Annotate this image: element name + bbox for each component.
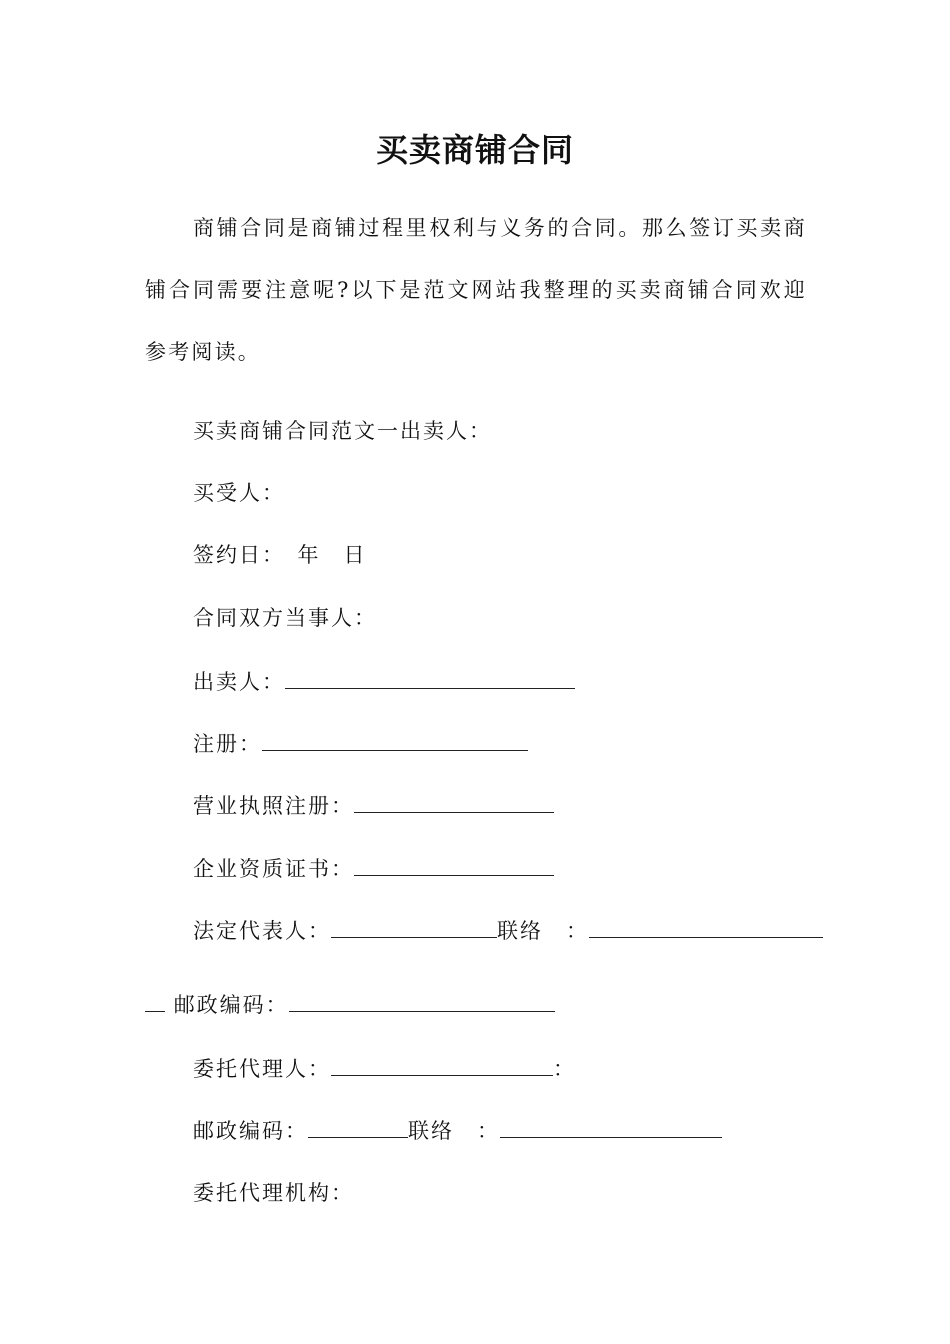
agency-line: 委托代理机构： [193, 1181, 354, 1205]
sign-date-line: 签约日： 年 日 [193, 543, 367, 567]
parties-line: 合同双方当事人： [193, 606, 377, 630]
license-label: 营业执照注册： [193, 794, 354, 818]
seller-label: 出卖人： [193, 670, 285, 694]
seller-line [193, 666, 575, 697]
contact-label: 联络 ： [497, 919, 589, 943]
postcode2-label: 邮政编码： [193, 1119, 308, 1143]
contact2-blank[interactable] [500, 1115, 722, 1138]
document-title: 买卖商铺合同 [375, 131, 574, 169]
postcode-line [145, 989, 555, 1020]
register-line [193, 728, 528, 759]
postcode-contact-line [193, 1115, 722, 1146]
postcode2-blank[interactable] [308, 1115, 408, 1138]
agent-line [193, 1053, 576, 1084]
register-label: 注册： [193, 732, 262, 756]
contract-heading-line: 买卖商铺合同范文一出卖人： [193, 419, 492, 443]
qualification-line [193, 853, 554, 884]
agent-label: 委托代理人： [193, 1057, 331, 1081]
license-line [193, 790, 554, 821]
register-blank[interactable] [262, 728, 528, 751]
postcode-label: 邮政编码： [173, 993, 289, 1017]
seller-blank[interactable] [285, 666, 575, 689]
legal-rep-label: 法定代表人： [193, 919, 331, 943]
qualification-blank[interactable] [354, 853, 554, 876]
contact-blank-continued[interactable] [145, 989, 165, 1012]
license-blank[interactable] [354, 790, 554, 813]
agent-blank[interactable] [331, 1053, 553, 1076]
buyer-line: 买受人： [193, 481, 285, 505]
contact2-label: 联络 ： [408, 1119, 500, 1143]
contact-blank[interactable] [589, 915, 823, 938]
postcode-blank[interactable] [289, 989, 555, 1012]
agent-colon: ： [553, 1057, 576, 1081]
intro-paragraph: 商铺合同是商铺过程里权利与义务的合同。那么签订买卖商铺合同需要注意呢?以下是范文网站我整理的买卖商铺合同欢迎参考阅读。 [145, 216, 807, 364]
qualification-label: 企业资质证书： [193, 857, 354, 881]
legal-rep-line [193, 915, 823, 946]
legal-rep-blank[interactable] [331, 915, 497, 938]
